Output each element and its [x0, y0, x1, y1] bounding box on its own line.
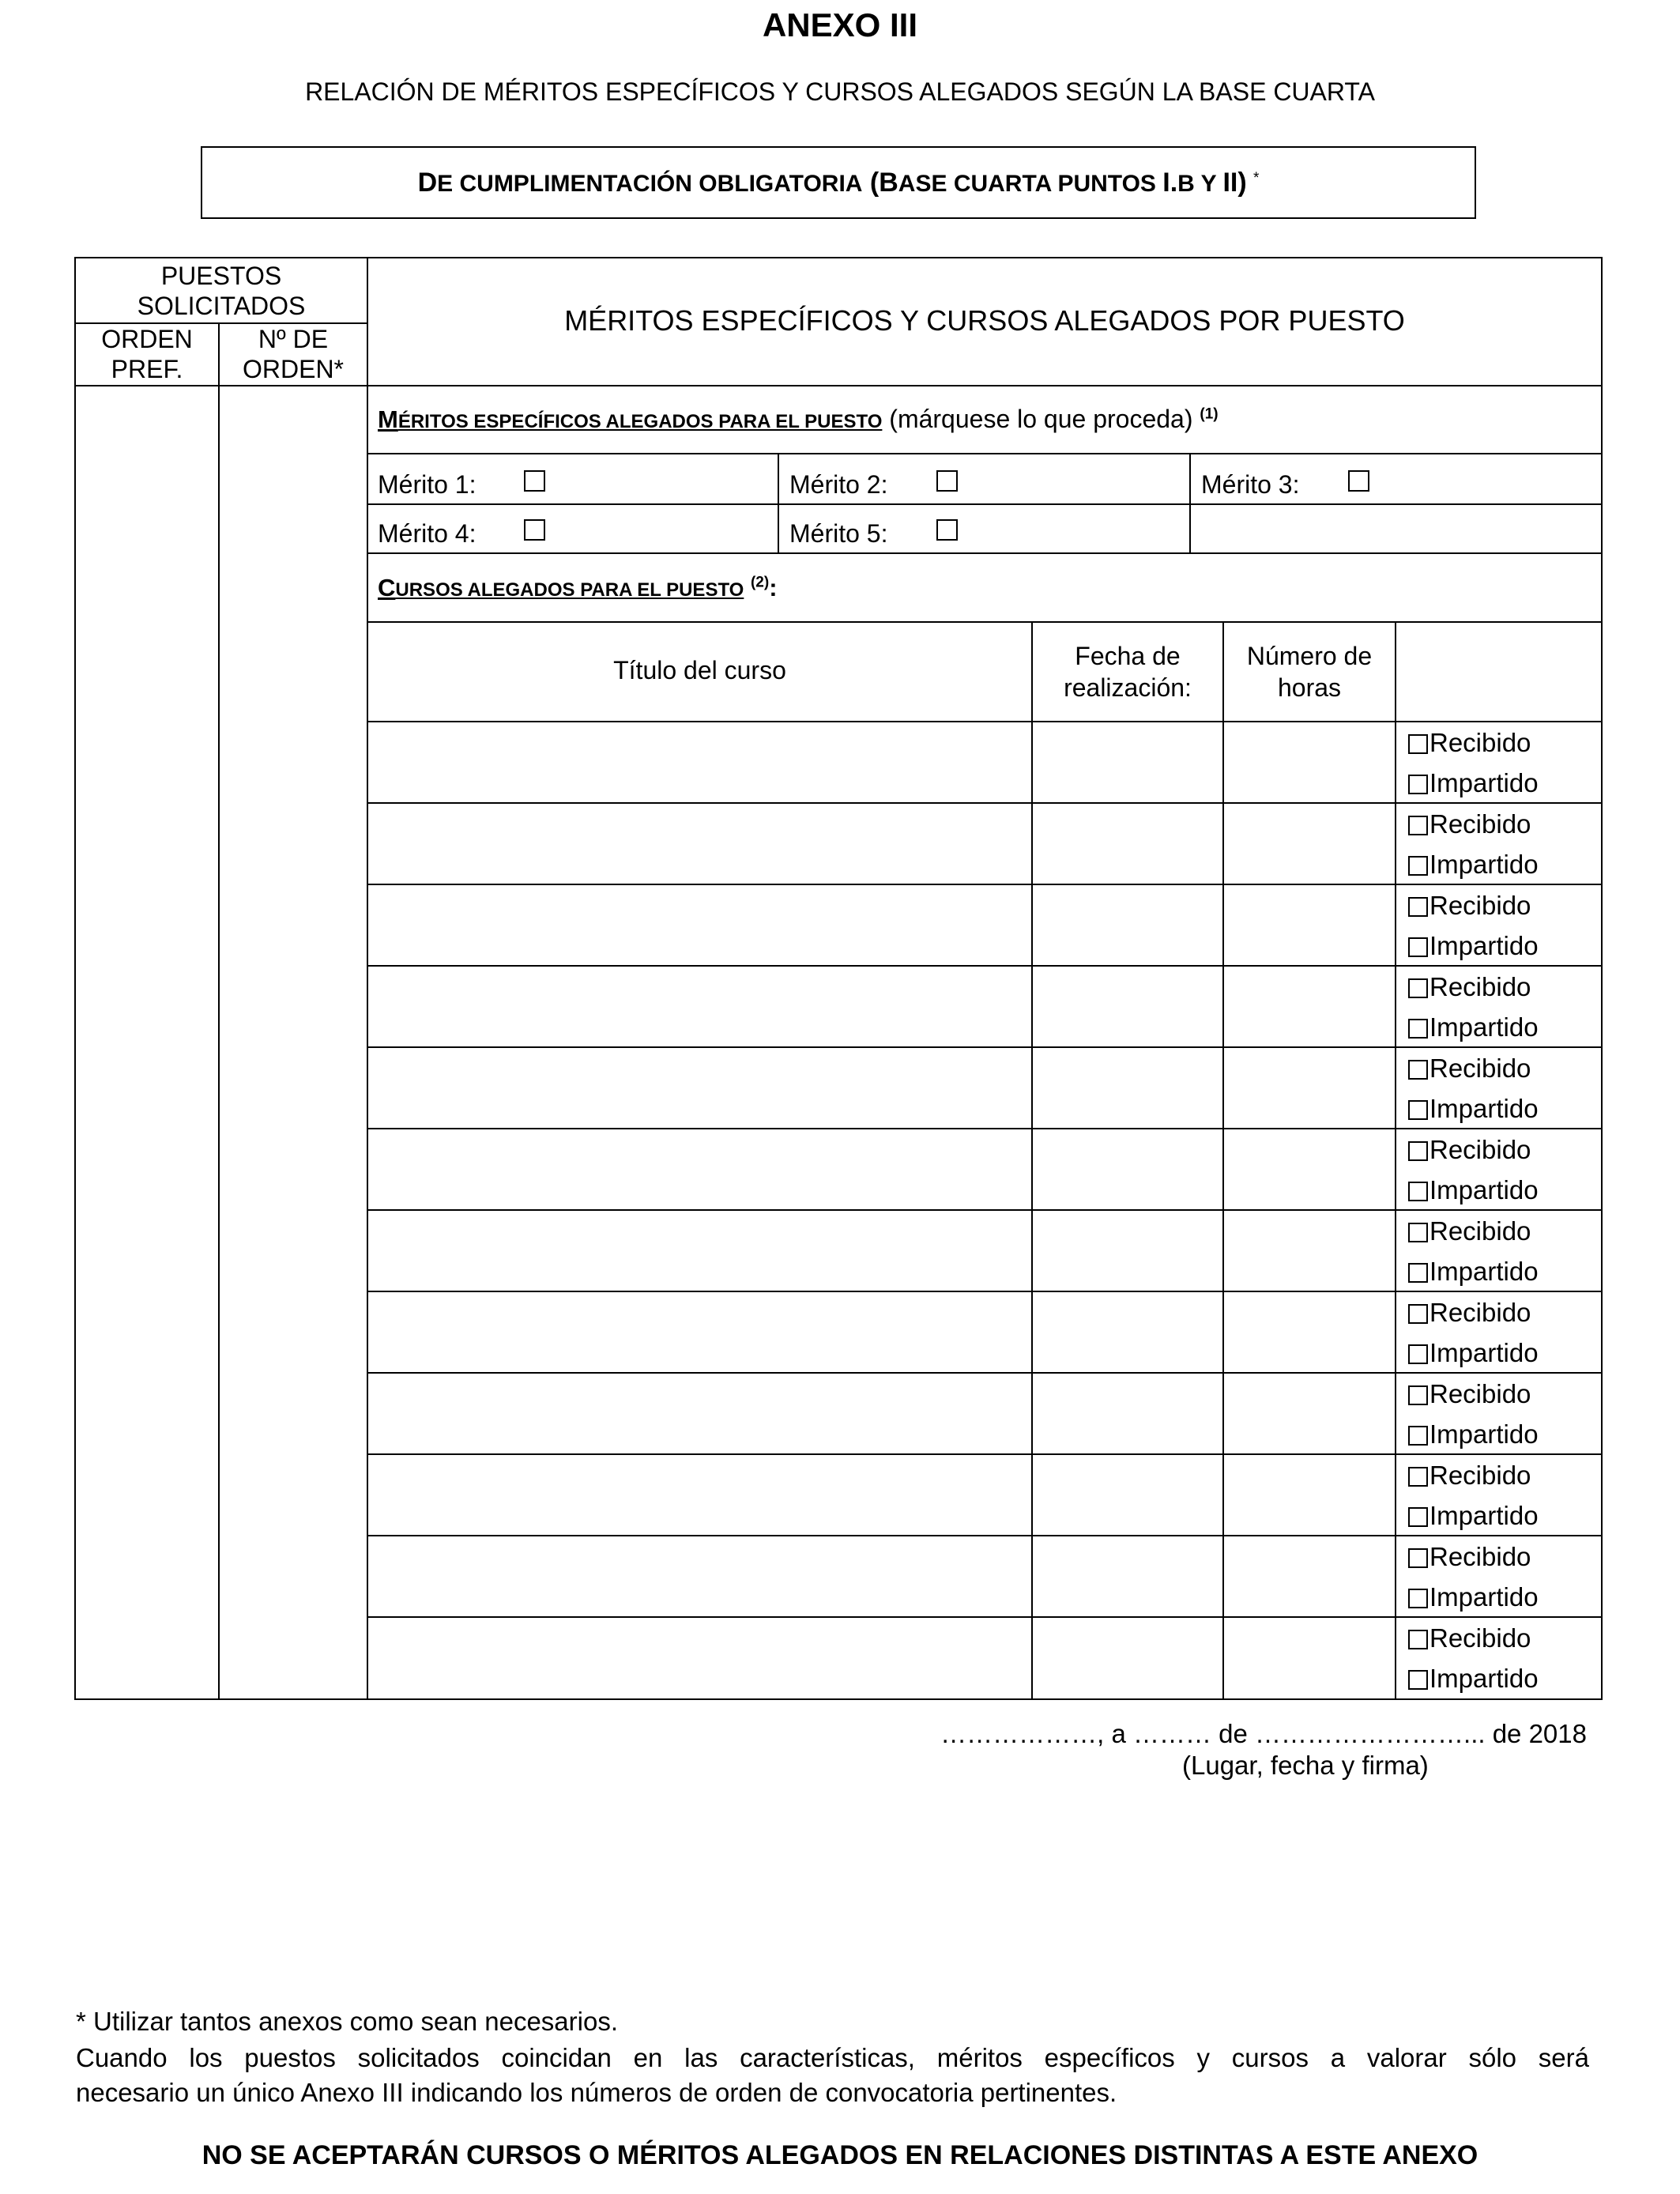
- footer-warning: NO SE ACEPTARÁN CURSOS O MÉRITOS ALEGADOS EN RELACIONES DISTINTAS A ESTE ANEXO: [202, 2140, 1478, 2170]
- num-orden-header: Nº DE ORDEN*: [242, 325, 344, 383]
- checkbox-icon: [1408, 1426, 1428, 1446]
- notice-text-4: II): [1222, 168, 1247, 198]
- merito-5-checkbox[interactable]: [936, 519, 958, 541]
- orden-pref-header: ORDEN PREF.: [101, 325, 193, 383]
- option-recibido-label: Recibido: [1430, 1623, 1531, 1653]
- col-horas-header: Número de horas: [1246, 642, 1373, 702]
- checkbox-icon: [1408, 1060, 1428, 1080]
- checkbox-icon: [1408, 897, 1428, 917]
- course-row-line: [367, 965, 1603, 967]
- option-impartido-label: Impartido: [1430, 1257, 1539, 1286]
- table-top-border: [74, 257, 1603, 258]
- option-impartido-label: Impartido: [1430, 850, 1539, 879]
- puestos-divider: [367, 257, 368, 1700]
- checkbox-icon: [1408, 978, 1428, 998]
- option-recibido[interactable]: [1408, 1136, 1531, 1164]
- notice-text-3a: I.: [1162, 168, 1178, 198]
- header-bottom-line: [74, 385, 1603, 386]
- course-row-line: [367, 1453, 1603, 1455]
- option-recibido[interactable]: [1408, 973, 1531, 1001]
- table-right-border: [1601, 257, 1603, 1700]
- course-row-line: [367, 884, 1603, 885]
- option-recibido[interactable]: [1408, 1380, 1531, 1408]
- option-impartido-label: Impartido: [1430, 1419, 1539, 1449]
- merito-2-checkbox[interactable]: [936, 470, 958, 492]
- cursos-footnote-ref: (2): [750, 574, 770, 591]
- option-recibido[interactable]: [1408, 1054, 1531, 1083]
- option-impartido-label: Impartido: [1430, 1664, 1539, 1693]
- checkbox-icon: [1408, 1100, 1428, 1120]
- option-recibido-label: Recibido: [1430, 1216, 1531, 1246]
- mandatory-notice-box: [201, 146, 1476, 219]
- checkbox-icon: [1408, 1385, 1428, 1405]
- option-recibido-label: Recibido: [1430, 728, 1531, 757]
- option-recibido[interactable]: [1408, 1624, 1531, 1653]
- notice-text-1a: D: [417, 168, 438, 198]
- meritos-row2-line: [367, 552, 1603, 554]
- option-recibido[interactable]: [1408, 810, 1531, 839]
- merito-4-label: Mérito 4:: [378, 519, 477, 548]
- cursos-title-cap: C: [378, 574, 396, 601]
- notice-text-2a: (B: [862, 168, 898, 198]
- course-row-line: [367, 802, 1603, 804]
- col-titulo-header: Título del curso: [613, 656, 786, 684]
- option-impartido-label: Impartido: [1430, 1501, 1539, 1530]
- checkbox-icon: [1408, 1670, 1428, 1690]
- option-recibido[interactable]: [1408, 1461, 1531, 1490]
- course-row-line: [367, 1209, 1603, 1211]
- meritos-title-rest: ÉRITOS ESPECÍFICOS ALEGADOS PARA EL PUESTO: [397, 411, 883, 432]
- option-impartido-label: Impartido: [1430, 1175, 1539, 1204]
- checkbox-icon: [1408, 1507, 1428, 1527]
- col-fecha-header: Fecha de realización:: [1064, 642, 1192, 702]
- option-impartido[interactable]: [1408, 1257, 1539, 1286]
- meritos-footnote-ref: (1): [1200, 405, 1219, 423]
- course-row-line: [367, 1616, 1603, 1618]
- course-row-line: [367, 1372, 1603, 1374]
- main-header: MÉRITOS ESPECÍFICOS Y CURSOS ALEGADOS POR PUESTO: [564, 304, 1405, 337]
- option-recibido-label: Recibido: [1430, 1135, 1531, 1164]
- option-impartido[interactable]: [1408, 1420, 1539, 1449]
- table-left-border: [74, 257, 76, 1700]
- option-recibido-label: Recibido: [1430, 1542, 1531, 1571]
- notice-asterisk: *: [1253, 170, 1260, 187]
- option-impartido[interactable]: [1408, 1339, 1539, 1367]
- checkbox-icon: [1408, 1223, 1428, 1242]
- orden-divider: [218, 322, 220, 1700]
- cursos-title-line: [367, 621, 1603, 623]
- option-impartido[interactable]: [1408, 1583, 1539, 1612]
- footer-note-2b: necesario un único Anexo III indicando los números de orden de convocatoria pertinentes.: [76, 2078, 1117, 2107]
- option-impartido[interactable]: [1408, 1664, 1539, 1693]
- checkbox-icon: [1408, 1467, 1428, 1487]
- course-row-line: [367, 1128, 1603, 1129]
- checkbox-icon: [1408, 856, 1428, 876]
- option-recibido-label: Recibido: [1430, 809, 1531, 839]
- option-recibido[interactable]: [1408, 892, 1531, 920]
- checkbox-icon: [1408, 1304, 1428, 1324]
- merito-1-checkbox[interactable]: [524, 470, 545, 492]
- option-impartido-label: Impartido: [1430, 1582, 1539, 1612]
- course-row-line: [367, 1291, 1603, 1292]
- page-title: ANEXO III: [762, 6, 918, 43]
- option-impartido-label: Impartido: [1430, 1094, 1539, 1123]
- page-subtitle: RELACIÓN DE MÉRITOS ESPECÍFICOS Y CURSOS ALEGADOS SEGÚN LA BASE CUARTA: [305, 77, 1375, 106]
- meritos-col-divider-2: [1189, 453, 1191, 554]
- footer-note-1: * Utilizar tantos anexos como sean necesarios.: [76, 2007, 619, 2036]
- option-impartido[interactable]: [1408, 932, 1539, 960]
- option-impartido-label: Impartido: [1430, 1012, 1539, 1042]
- notice-text-1b: E CUMPLIMENTACIÓN OBLIGATORIA: [437, 171, 863, 197]
- option-recibido[interactable]: [1408, 1543, 1531, 1571]
- cursos-col-divider-3: [1395, 621, 1396, 1700]
- footer-note-2a: Cuando los puestos solicitados coincidan en las características, méritos específicos y cursos a valorar sólo será: [76, 2043, 1589, 2072]
- merito-2-label: Mérito 2:: [789, 470, 888, 499]
- merito-4-checkbox[interactable]: [524, 519, 545, 541]
- checkbox-icon: [1408, 1344, 1428, 1364]
- merito-3-checkbox[interactable]: [1348, 470, 1369, 492]
- cursos-header-line: [367, 721, 1603, 722]
- meritos-row1-line: [367, 503, 1603, 505]
- option-impartido-label: Impartido: [1430, 768, 1539, 797]
- checkbox-icon: [1408, 775, 1428, 794]
- option-impartido[interactable]: [1408, 1176, 1539, 1204]
- option-recibido-label: Recibido: [1430, 1298, 1531, 1327]
- option-recibido[interactable]: [1408, 729, 1531, 757]
- table-bottom-border: [74, 1698, 1603, 1700]
- merito-5-label: Mérito 5:: [789, 519, 888, 548]
- checkbox-icon: [1408, 1548, 1428, 1568]
- checkbox-icon: [1408, 1182, 1428, 1201]
- checkbox-icon: [1408, 1630, 1428, 1649]
- checkbox-icon: [1408, 1019, 1428, 1039]
- cursos-col-divider-2: [1222, 621, 1224, 1700]
- option-impartido[interactable]: [1408, 850, 1539, 879]
- option-recibido-label: Recibido: [1430, 972, 1531, 1001]
- option-impartido[interactable]: [1408, 1095, 1539, 1123]
- checkbox-icon: [1408, 734, 1428, 754]
- option-impartido[interactable]: [1408, 1013, 1539, 1042]
- meritos-note: (márquese lo que proceda): [882, 405, 1200, 433]
- checkbox-icon: [1408, 937, 1428, 957]
- meritos-title: [378, 405, 1219, 434]
- checkbox-icon: [1408, 816, 1428, 835]
- cursos-col-divider-1: [1031, 621, 1033, 1700]
- option-impartido[interactable]: [1408, 769, 1539, 797]
- option-recibido-label: Recibido: [1430, 1379, 1531, 1408]
- checkbox-icon: [1408, 1589, 1428, 1608]
- notice-text-3b: B Y: [1177, 171, 1223, 197]
- puestos-header: PUESTOS SOLICITADOS: [137, 262, 306, 320]
- option-recibido[interactable]: [1408, 1217, 1531, 1246]
- merito-3-label: Mérito 3:: [1201, 470, 1300, 499]
- course-row-line: [367, 1046, 1603, 1048]
- signature-date-line: ………………, a ……… de ……………………... de 2018: [940, 1719, 1587, 1748]
- signature-caption: (Lugar, fecha y firma): [1182, 1751, 1429, 1780]
- option-impartido-label: Impartido: [1430, 931, 1539, 960]
- notice-text-2b: ASE CUARTA PUNTOS: [898, 171, 1163, 197]
- course-row-line: [367, 1535, 1603, 1536]
- meritos-title-line: [367, 453, 1603, 454]
- option-impartido-label: Impartido: [1430, 1338, 1539, 1367]
- option-recibido-label: Recibido: [1430, 1054, 1531, 1083]
- option-recibido-label: Recibido: [1430, 1461, 1531, 1490]
- option-recibido[interactable]: [1408, 1299, 1531, 1327]
- checkbox-icon: [1408, 1141, 1428, 1161]
- cursos-title-rest: URSOS ALEGADOS PARA EL PUESTO: [395, 579, 744, 601]
- checkbox-icon: [1408, 1263, 1428, 1283]
- option-impartido[interactable]: [1408, 1502, 1539, 1530]
- cursos-colon: :: [769, 574, 778, 601]
- option-recibido-label: Recibido: [1430, 891, 1531, 920]
- meritos-col-divider-1: [778, 453, 779, 554]
- meritos-title-cap: M: [378, 405, 398, 433]
- cursos-title: [378, 574, 778, 602]
- merito-1-label: Mérito 1:: [378, 470, 477, 499]
